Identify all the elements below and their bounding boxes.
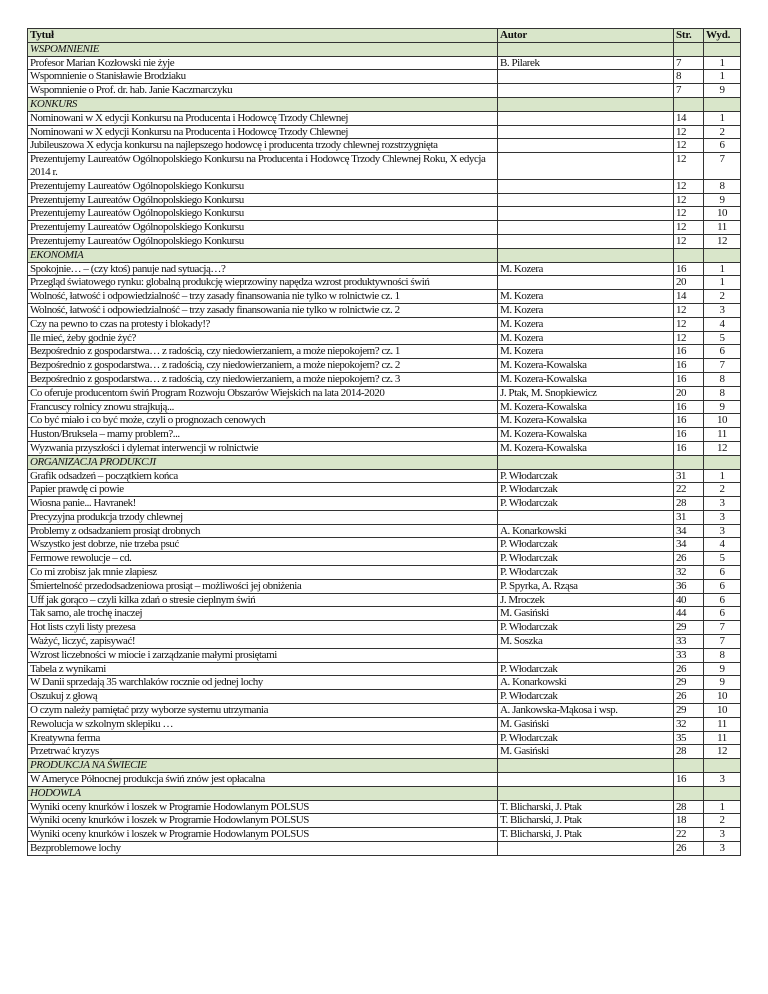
page-cell: 12	[674, 331, 704, 345]
table-row	[28, 139, 741, 153]
page-cell: 12	[674, 303, 704, 317]
page-cell: 31	[674, 469, 704, 483]
edition-cell: 12	[704, 234, 741, 248]
edition-cell: 7	[704, 153, 741, 180]
page-cell: 12	[674, 125, 704, 139]
article-title-cell: Prezentujemy Laureatów Ogólnopolskiego Konkursu	[28, 179, 498, 193]
section-empty-cell	[674, 248, 704, 262]
author-cell	[498, 193, 674, 207]
table-row	[28, 345, 741, 359]
edition-cell: 4	[704, 538, 741, 552]
table-row	[28, 662, 741, 676]
section-heading: ORGANIZACJA PRODUKCJI	[28, 455, 498, 469]
article-title-cell: Co mi zrobisz jak mnie złapiesz	[28, 566, 498, 580]
author-cell	[498, 842, 674, 856]
section-empty-cell	[704, 786, 741, 800]
article-title-cell: Bezpośrednio z gospodarstwa… z radością, czy niedowierzaniem, a może niepokojem? cz. 1	[28, 345, 498, 359]
table-row	[28, 497, 741, 511]
article-title-cell: Uff jak gorąco – czyli kilka zdań o stresie cieplnym świń	[28, 593, 498, 607]
section-empty-cell	[674, 786, 704, 800]
edition-cell: 1	[704, 111, 741, 125]
table-row	[28, 400, 741, 414]
page-cell: 28	[674, 800, 704, 814]
author-cell: M. Kozera-Kowalska	[498, 414, 674, 428]
author-cell: M. Gasiński	[498, 745, 674, 759]
page-cell: 29	[674, 676, 704, 690]
article-title-cell: Czy na pewno to czas na protesty i blokady!?	[28, 317, 498, 331]
section-empty-cell	[704, 42, 741, 56]
edition-cell: 12	[704, 441, 741, 455]
table-row	[28, 828, 741, 842]
edition-cell: 4	[704, 317, 741, 331]
table-row	[28, 276, 741, 290]
table-row	[28, 179, 741, 193]
header-title: Tytuł	[28, 29, 498, 43]
page-cell: 14	[674, 111, 704, 125]
article-title-cell: Wyniki oceny knurków i loszek w Programie Hodowlanym POLSUS	[28, 828, 498, 842]
author-cell: T. Blicharski, J. Ptak	[498, 814, 674, 828]
article-title-cell: Grafik odsadzeń – początkiem końca	[28, 469, 498, 483]
edition-cell: 1	[704, 800, 741, 814]
edition-cell: 10	[704, 704, 741, 718]
page-cell: 26	[674, 552, 704, 566]
article-index-table	[27, 28, 741, 856]
table-row	[28, 56, 741, 70]
edition-cell: 1	[704, 262, 741, 276]
author-cell: P. Włodarczak	[498, 469, 674, 483]
table-row	[28, 483, 741, 497]
page-cell: 12	[674, 317, 704, 331]
article-title-cell: Problemy z odsadzaniem prosiąt drobnych	[28, 524, 498, 538]
author-cell: M. Gasiński	[498, 717, 674, 731]
article-title-cell: Bezproblemowe lochy	[28, 842, 498, 856]
index-table-container	[27, 28, 740, 856]
edition-cell: 3	[704, 773, 741, 787]
article-title-cell: W Danii sprzedają 35 warchlaków rocznie od jednej lochy	[28, 676, 498, 690]
edition-cell: 10	[704, 414, 741, 428]
section-heading: PRODUKCJA NA ŚWIECIE	[28, 759, 498, 773]
table-row	[28, 193, 741, 207]
edition-cell: 11	[704, 717, 741, 731]
table-row	[28, 566, 741, 580]
article-title-cell: Prezentujemy Laureatów Ogólnopolskiego Konkursu	[28, 193, 498, 207]
page-cell: 12	[674, 207, 704, 221]
page-cell: 16	[674, 414, 704, 428]
table-body	[28, 42, 741, 855]
edition-cell: 1	[704, 469, 741, 483]
author-cell	[498, 234, 674, 248]
edition-cell: 6	[704, 345, 741, 359]
article-title-cell: Wzrost liczebności w miocie i zarządzanie małymi prosiętami	[28, 648, 498, 662]
author-cell	[498, 84, 674, 98]
edition-cell: 10	[704, 690, 741, 704]
edition-cell: 9	[704, 662, 741, 676]
table-row	[28, 153, 741, 180]
article-title-cell: Profesor Marian Kozłowski nie żyje	[28, 56, 498, 70]
edition-cell: 3	[704, 303, 741, 317]
section-heading: HODOWLA	[28, 786, 498, 800]
article-title-cell: Wspomnienie o Prof. dr. hab. Janie Kaczmarczyku	[28, 84, 498, 98]
table-row	[28, 386, 741, 400]
author-cell	[498, 221, 674, 235]
table-row	[28, 745, 741, 759]
author-cell: M. Kozera-Kowalska	[498, 372, 674, 386]
section-heading: KONKURS	[28, 97, 498, 111]
article-title-cell: Oszukuj z głową	[28, 690, 498, 704]
section-empty-cell	[704, 759, 741, 773]
author-cell: M. Kozera	[498, 303, 674, 317]
page-cell: 16	[674, 345, 704, 359]
article-title-cell: Nominowani w X edycji Konkursu na Producenta i Hodowcę Trzody Chlewnej	[28, 111, 498, 125]
article-title-cell: Bezpośrednio z gospodarstwa… z radością, czy niedowierzaniem, a może niepokojem? cz. 2	[28, 359, 498, 373]
table-row	[28, 814, 741, 828]
article-title-cell: Spokojnie… – (czy ktoś) panuje nad sytuacją…?	[28, 262, 498, 276]
article-title-cell: Co być miało i co być może, czyli o prognozach cenowych	[28, 414, 498, 428]
edition-cell: 5	[704, 331, 741, 345]
table-row	[28, 731, 741, 745]
author-cell: J. Mroczek	[498, 593, 674, 607]
author-cell	[498, 773, 674, 787]
page-cell: 40	[674, 593, 704, 607]
article-title-cell: Jubileuszowa X edycja konkursu na najlepszego hodowcę i producenta trzody chlewnej rozstrzygnięta	[28, 139, 498, 153]
article-title-cell: Wspomnienie o Stanisławie Brodziaku	[28, 70, 498, 84]
table-row	[28, 317, 741, 331]
table-row	[28, 428, 741, 442]
author-cell: B. Pilarek	[498, 56, 674, 70]
article-title-cell: Huston/Bruksela – mamy problem?...	[28, 428, 498, 442]
article-title-cell: Prezentujemy Laureatów Ogólnopolskiego Konkursu na Producenta i Hodowcę Trzody Chlewnej Roku, X edycja 2014 r.	[28, 153, 498, 180]
article-title-cell: Prezentujemy Laureatów Ogólnopolskiego Konkursu	[28, 207, 498, 221]
page-cell: 8	[674, 70, 704, 84]
edition-cell: 2	[704, 125, 741, 139]
author-cell: P. Włodarczak	[498, 497, 674, 511]
edition-cell: 8	[704, 386, 741, 400]
author-cell	[498, 125, 674, 139]
table-row	[28, 621, 741, 635]
author-cell: P. Włodarczak	[498, 731, 674, 745]
table-row	[28, 538, 741, 552]
page-cell: 32	[674, 717, 704, 731]
page-cell: 16	[674, 773, 704, 787]
page-cell: 7	[674, 56, 704, 70]
article-title-cell: Francuscy rolnicy znowu strajkują...	[28, 400, 498, 414]
table-row	[28, 593, 741, 607]
page-cell: 12	[674, 221, 704, 235]
article-title-cell: Tak samo, ale trochę inaczej	[28, 607, 498, 621]
section-empty-cell	[674, 97, 704, 111]
section-empty-cell	[498, 97, 674, 111]
edition-cell: 6	[704, 607, 741, 621]
section-empty-cell	[704, 455, 741, 469]
section-empty-cell	[674, 42, 704, 56]
edition-cell: 3	[704, 828, 741, 842]
article-title-cell: W Ameryce Północnej produkcja świń znów jest opłacalna	[28, 773, 498, 787]
page-cell: 29	[674, 621, 704, 635]
author-cell: M. Kozera	[498, 345, 674, 359]
page-cell: 12	[674, 153, 704, 180]
article-title-cell: Wyzwania przyszłości i dylemat interwencji w rolnictwie	[28, 441, 498, 455]
author-cell: P. Włodarczak	[498, 566, 674, 580]
table-row	[28, 414, 741, 428]
author-cell	[498, 510, 674, 524]
edition-cell: 9	[704, 84, 741, 98]
author-cell: M. Kozera	[498, 290, 674, 304]
table-row	[28, 842, 741, 856]
table-row	[28, 579, 741, 593]
author-cell: P. Włodarczak	[498, 621, 674, 635]
author-cell: M. Soszka	[498, 635, 674, 649]
table-row	[28, 359, 741, 373]
article-title-cell: Ile mieć, żeby godnie żyć?	[28, 331, 498, 345]
article-title-cell: Prezentujemy Laureatów Ogólnopolskiego Konkursu	[28, 221, 498, 235]
section-row	[28, 42, 741, 56]
edition-cell: 11	[704, 221, 741, 235]
author-cell: P. Włodarczak	[498, 483, 674, 497]
author-cell: M. Kozera-Kowalska	[498, 441, 674, 455]
edition-cell: 3	[704, 842, 741, 856]
author-cell	[498, 179, 674, 193]
edition-cell: 9	[704, 400, 741, 414]
author-cell	[498, 207, 674, 221]
edition-cell: 6	[704, 139, 741, 153]
edition-cell: 10	[704, 207, 741, 221]
table-row	[28, 469, 741, 483]
edition-cell: 1	[704, 276, 741, 290]
author-cell: P. Włodarczak	[498, 552, 674, 566]
edition-cell: 11	[704, 731, 741, 745]
section-heading: EKONOMIA	[28, 248, 498, 262]
author-cell	[498, 70, 674, 84]
author-cell: M. Kozera-Kowalska	[498, 400, 674, 414]
article-title-cell: Przetrwać kryzys	[28, 745, 498, 759]
edition-cell: 8	[704, 648, 741, 662]
page-cell: 22	[674, 828, 704, 842]
table-row	[28, 717, 741, 731]
section-row	[28, 786, 741, 800]
article-title-cell: Śmiertelność przedodsadzeniowa prosiąt – możliwości jej obniżenia	[28, 579, 498, 593]
edition-cell: 9	[704, 193, 741, 207]
author-cell	[498, 276, 674, 290]
page-cell: 34	[674, 538, 704, 552]
author-cell: T. Blicharski, J. Ptak	[498, 828, 674, 842]
page-cell: 16	[674, 262, 704, 276]
author-cell: P. Włodarczak	[498, 538, 674, 552]
author-cell: P. Włodarczak	[498, 690, 674, 704]
author-cell: A. Konarkowski	[498, 676, 674, 690]
edition-cell: 3	[704, 497, 741, 511]
table-row	[28, 207, 741, 221]
author-cell	[498, 139, 674, 153]
table-row	[28, 635, 741, 649]
edition-cell: 8	[704, 372, 741, 386]
article-title-cell: Precyzyjna produkcja trzody chlewnej	[28, 510, 498, 524]
page-cell: 16	[674, 400, 704, 414]
article-title-cell: Wiosna panie... Havranek!	[28, 497, 498, 511]
section-empty-cell	[498, 42, 674, 56]
table-row	[28, 331, 741, 345]
edition-cell: 8	[704, 179, 741, 193]
edition-cell: 5	[704, 552, 741, 566]
table-row	[28, 290, 741, 304]
page-cell: 16	[674, 428, 704, 442]
page-cell: 44	[674, 607, 704, 621]
article-title-cell: Przegląd światowego rynku: globalną produkcję wieprzowiny napędza wzrost produktywności świń	[28, 276, 498, 290]
section-empty-cell	[674, 759, 704, 773]
table-row	[28, 690, 741, 704]
author-cell	[498, 111, 674, 125]
author-cell: M. Gasiński	[498, 607, 674, 621]
page-cell: 26	[674, 842, 704, 856]
author-cell: M. Kozera	[498, 262, 674, 276]
page-cell: 18	[674, 814, 704, 828]
article-title-cell: Nominowani w X edycji Konkursu na Producenta i Hodowcę Trzody Chlewnej	[28, 125, 498, 139]
article-title-cell: Prezentujemy Laureatów Ogólnopolskiego Konkursu	[28, 234, 498, 248]
article-title-cell: Wolność, łatwość i odpowiedzialność – trzy zasady finansowania nie tylko w rolnictwie cz. 2	[28, 303, 498, 317]
edition-cell: 1	[704, 56, 741, 70]
table-row	[28, 510, 741, 524]
page-cell: 12	[674, 139, 704, 153]
page-cell: 12	[674, 179, 704, 193]
table-row	[28, 372, 741, 386]
header-edition: Wyd.	[704, 29, 741, 43]
page-cell: 26	[674, 690, 704, 704]
article-title-cell: O czym należy pamiętać przy wyborze systemu utrzymania	[28, 704, 498, 718]
table-row	[28, 704, 741, 718]
edition-cell: 6	[704, 566, 741, 580]
author-cell: J. Ptak, M. Snopkiewicz	[498, 386, 674, 400]
page-cell: 29	[674, 704, 704, 718]
table-row	[28, 552, 741, 566]
author-cell: T. Blicharski, J. Ptak	[498, 800, 674, 814]
section-empty-cell	[498, 248, 674, 262]
edition-cell: 7	[704, 359, 741, 373]
table-row	[28, 125, 741, 139]
page-cell: 7	[674, 84, 704, 98]
table-row	[28, 800, 741, 814]
table-row	[28, 303, 741, 317]
article-title-cell: Ważyć, liczyć, zapisywać!	[28, 635, 498, 649]
page-cell: 16	[674, 441, 704, 455]
page-cell: 33	[674, 635, 704, 649]
section-row	[28, 759, 741, 773]
edition-cell: 6	[704, 593, 741, 607]
section-empty-cell	[674, 455, 704, 469]
article-title-cell: Papier prawdę ci powie	[28, 483, 498, 497]
table-row	[28, 84, 741, 98]
edition-cell: 7	[704, 621, 741, 635]
table-row	[28, 773, 741, 787]
article-title-cell: Fermowe rewolucje – cd.	[28, 552, 498, 566]
edition-cell: 6	[704, 579, 741, 593]
author-cell	[498, 648, 674, 662]
table-row	[28, 70, 741, 84]
page-cell: 14	[674, 290, 704, 304]
edition-cell: 9	[704, 676, 741, 690]
edition-cell: 2	[704, 814, 741, 828]
author-cell: P. Spyrka, A. Rząsa	[498, 579, 674, 593]
section-row	[28, 248, 741, 262]
edition-cell: 3	[704, 510, 741, 524]
page-cell: 32	[674, 566, 704, 580]
author-cell: M. Kozera-Kowalska	[498, 428, 674, 442]
author-cell: A. Jankowska-Mąkosa i wsp.	[498, 704, 674, 718]
section-empty-cell	[498, 759, 674, 773]
section-heading: WSPOMNIENIE	[28, 42, 498, 56]
section-row	[28, 97, 741, 111]
table-row	[28, 221, 741, 235]
article-title-cell: Wyniki oceny knurków i loszek w Programie Hodowlanym POLSUS	[28, 800, 498, 814]
table-row	[28, 524, 741, 538]
table-row	[28, 441, 741, 455]
article-title-cell: Hot lists czyli listy prezesa	[28, 621, 498, 635]
page-cell: 22	[674, 483, 704, 497]
header-author: Autor	[498, 29, 674, 43]
page-cell: 26	[674, 662, 704, 676]
table-row	[28, 676, 741, 690]
article-title-cell: Wyniki oceny knurków i loszek w Programie Hodowlanym POLSUS	[28, 814, 498, 828]
edition-cell: 12	[704, 745, 741, 759]
article-title-cell: Bezpośrednio z gospodarstwa… z radością, czy niedowierzaniem, a może niepokojem? cz. 3	[28, 372, 498, 386]
page-cell: 12	[674, 193, 704, 207]
page-cell: 20	[674, 276, 704, 290]
page-cell: 12	[674, 234, 704, 248]
author-cell: M. Kozera	[498, 317, 674, 331]
edition-cell: 7	[704, 635, 741, 649]
page-cell: 28	[674, 745, 704, 759]
article-title-cell: Rewolucja w szkolnym sklepiku …	[28, 717, 498, 731]
page-cell: 16	[674, 359, 704, 373]
author-cell: P. Włodarczak	[498, 662, 674, 676]
edition-cell: 11	[704, 428, 741, 442]
article-title-cell: Kreatywna ferma	[28, 731, 498, 745]
page-cell: 36	[674, 579, 704, 593]
table-row	[28, 111, 741, 125]
page-cell: 34	[674, 524, 704, 538]
article-title-cell: Wszystko jest dobrze, nie trzeba psuć	[28, 538, 498, 552]
author-cell: M. Kozera-Kowalska	[498, 359, 674, 373]
section-empty-cell	[704, 248, 741, 262]
page-cell: 35	[674, 731, 704, 745]
page-cell: 20	[674, 386, 704, 400]
edition-cell: 3	[704, 524, 741, 538]
table-row	[28, 607, 741, 621]
author-cell: M. Kozera	[498, 331, 674, 345]
author-cell: A. Konarkowski	[498, 524, 674, 538]
section-empty-cell	[498, 455, 674, 469]
header-page: Str.	[674, 29, 704, 43]
table-row	[28, 234, 741, 248]
article-title-cell: Tabela z wynikami	[28, 662, 498, 676]
edition-cell: 2	[704, 483, 741, 497]
page-cell: 16	[674, 372, 704, 386]
edition-cell: 1	[704, 70, 741, 84]
page-cell: 31	[674, 510, 704, 524]
edition-cell: 2	[704, 290, 741, 304]
section-empty-cell	[704, 97, 741, 111]
table-row	[28, 262, 741, 276]
page-cell: 33	[674, 648, 704, 662]
section-empty-cell	[498, 786, 674, 800]
author-cell	[498, 153, 674, 180]
table-row	[28, 648, 741, 662]
article-title-cell: Wolność, łatwość i odpowiedzialność – trzy zasady finansowania nie tylko w rolnictwie cz. 1	[28, 290, 498, 304]
header-row	[28, 29, 741, 43]
article-title-cell: Co oferuje producentom świń Program Rozwoju Obszarów Wiejskich na lata 2014-2020	[28, 386, 498, 400]
section-row	[28, 455, 741, 469]
page-cell: 28	[674, 497, 704, 511]
